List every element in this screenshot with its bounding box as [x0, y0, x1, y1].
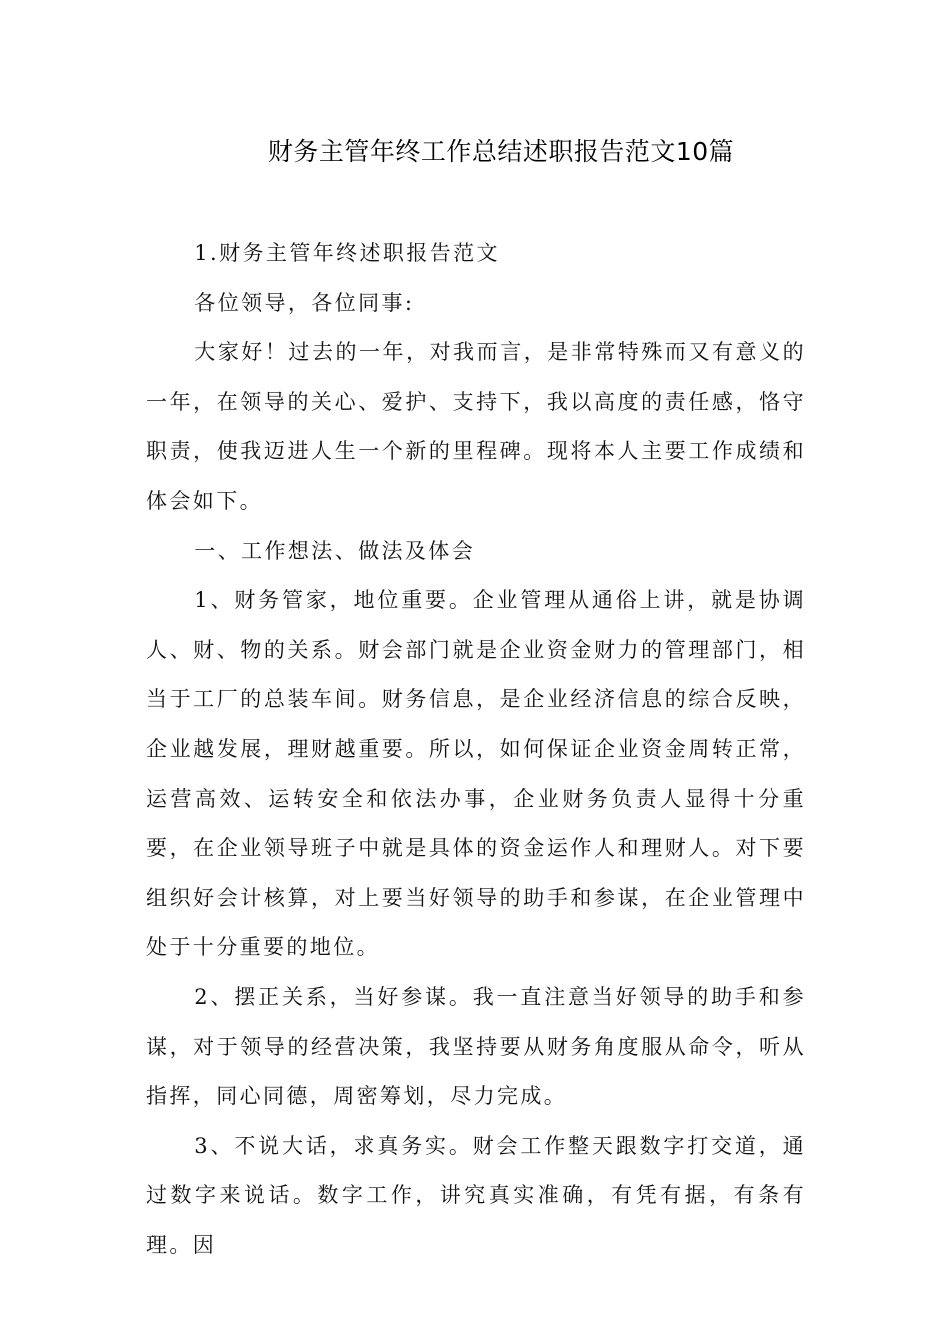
- paragraph: 大家好！过去的一年，对我而言，是非常特殊而又有意义的一年，在领导的关心、爱护、支持下，我以高度的责任感，恪守职责，使我迈进人生一个新的里程碑。现将本人主要工作成绩和体会如下。: [146, 340, 806, 513]
- document-body: [146, 229, 806, 1270]
- subsection-heading: 一、工作想法、做法及体会: [194, 538, 476, 563]
- salutation: 各位领导，各位同事:: [194, 290, 415, 315]
- paragraph: 1、财务管家，地位重要。企业管理从通俗上讲，就是协调人、财、物的关系。财会部门就是企业资金财力的管理部门，相当于工厂的总装车间。财务信息，是企业经济信息的综合反映，企业越发展，理财越重要。所以，如何保证企业资金周转正常，运营高效、运转安全和依法办事，企业财务负责人显得十分重要，在企业领导班子中就是具体的资金运作人和理财人。对下要组织好会计核算，对上要当好领导的助手和参谋，在企业管理中处于十分重要的地位。: [146, 588, 806, 960]
- paragraph: 2、摆正关系，当好参谋。我一直注意当好领导的助手和参谋，对于领导的经营决策，我坚持要从财务角度服从命令，听从指挥，同心同德，周密筹划，尽力完成。: [146, 984, 806, 1109]
- document-title: 财务主管年终工作总结述职报告范文10篇: [267, 137, 735, 166]
- section-heading: 1.财务主管年终述职报告范文: [194, 241, 500, 265]
- paragraph: 3、不说大话，求真务实。财会工作整天跟数字打交道，通过数字来说话。数字工作，讲究真实准确，有凭有据，有条有理。因: [146, 1133, 806, 1257]
